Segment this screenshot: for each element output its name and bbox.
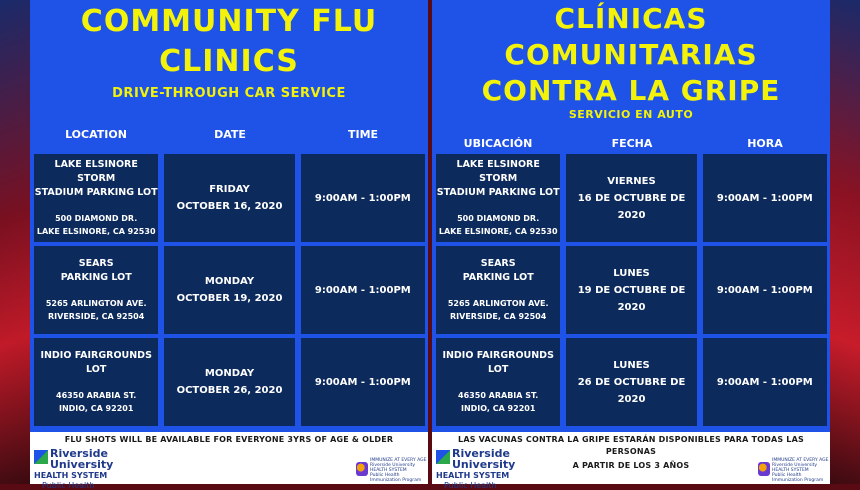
hands-icon: [758, 462, 770, 476]
location-name: STADIUM PARKING LOT: [34, 187, 158, 198]
date-weekday: LUNES: [613, 267, 650, 279]
logo-text: Immunization Program: [772, 478, 824, 483]
location-cell: [34, 246, 158, 334]
age-eligibility-note-line2: A PARTIR DE LOS 3 AÑOS: [572, 461, 690, 470]
date-value: 19 DE OCTUBRE DE 2020: [577, 284, 686, 313]
logo-text: Riverside: [452, 447, 510, 460]
location-name: SEARS: [78, 258, 114, 269]
location-city: LAKE ELSINORE, CA 92530: [36, 227, 156, 236]
background-right: [828, 0, 860, 484]
english-schedule-table: [30, 152, 428, 432]
time-value: 9:00AM - 1:00PM: [314, 284, 411, 296]
location-name: SEARS: [480, 258, 516, 269]
immunization-program-logo: [356, 458, 427, 484]
rush-logo-mark-icon: [34, 450, 48, 464]
english-subtitle: DRIVE-THROUGH CAR SERVICE: [112, 86, 346, 101]
column-header-ubicacion: UBICACIÓN: [463, 137, 533, 150]
rush-logo: [436, 447, 526, 490]
logo-text: HEALTH SYSTEM: [436, 471, 510, 480]
spanish-column-headers: [432, 126, 830, 154]
immunization-program-logo: [758, 458, 829, 484]
location-name: PARKING LOT: [60, 272, 132, 283]
spanish-title-line1: CLÍNICAS: [554, 2, 708, 35]
date-value: 16 DE OCTUBRE DE 2020: [577, 192, 686, 221]
date-weekday: FRIDAY: [209, 184, 250, 195]
date-weekday: LUNES: [613, 359, 650, 371]
location-cell: [34, 154, 158, 242]
location-address: 500 DIAMOND DR.: [457, 214, 540, 223]
location-cell: [436, 154, 560, 242]
time-value: 9:00AM - 1:00PM: [716, 192, 813, 204]
column-header-hora: HORA: [747, 137, 783, 150]
time-cell: [301, 246, 425, 334]
logo-text: University: [50, 458, 114, 471]
date-cell: [566, 154, 696, 242]
location-address: 500 DIAMOND DR.: [55, 214, 138, 223]
time-cell: [301, 154, 425, 242]
spanish-footer: [432, 432, 830, 490]
time-cell: [703, 154, 827, 242]
rush-logo-mark-icon: [436, 450, 450, 464]
logo-text: HEALTH SYSTEM: [772, 468, 809, 473]
table-row: [30, 338, 428, 426]
location-name: LAKE ELSINORE STORM: [456, 159, 540, 184]
location-name: INDIO FAIRGROUNDS LOT: [442, 350, 554, 375]
logo-text: IMMUNIZE AT EVERY AGE: [772, 458, 829, 463]
location-cell: [436, 246, 560, 334]
age-eligibility-note: FLU SHOTS WILL BE AVAILABLE FOR EVERYONE 3YRS OF AGE & OLDER: [64, 435, 394, 444]
column-header-date: DATE: [214, 128, 246, 141]
location-address: 5265 ARLINGTON AVE.: [447, 299, 549, 308]
time-value: 9:00AM - 1:00PM: [314, 376, 411, 388]
date-cell: [164, 246, 294, 334]
english-title-line2: CLINICS: [159, 44, 299, 79]
table-row: [432, 338, 830, 426]
logo-text: Immunization Program: [370, 478, 422, 483]
logo-text: Riverside University: [772, 463, 818, 468]
spanish-header: [432, 0, 830, 126]
date-weekday: MONDAY: [204, 368, 255, 379]
english-title-line1: COMMUNITY FLU: [80, 4, 378, 39]
location-name: LAKE ELSINORE STORM: [54, 159, 138, 184]
location-city: INDIO, CA 92201: [58, 404, 134, 413]
date-cell: [164, 338, 294, 426]
english-header: [30, 0, 428, 126]
logo-text: HEALTH SYSTEM: [34, 471, 108, 480]
column-header-time: TIME: [347, 128, 379, 141]
column-header-location: LOCATION: [65, 128, 127, 141]
logo-text: HEALTH SYSTEM: [370, 468, 407, 473]
time-cell: [703, 338, 827, 426]
spanish-schedule-table: [432, 154, 830, 434]
location-address: 46350 ARABIA ST.: [56, 391, 137, 400]
english-footer: [30, 432, 428, 490]
logo-text: Public Health: [444, 481, 497, 490]
table-row: [30, 154, 428, 242]
time-value: 9:00AM - 1:00PM: [716, 376, 813, 388]
spanish-flyer: [432, 0, 830, 490]
time-cell: [301, 338, 425, 426]
location-city: RIVERSIDE, CA 92504: [48, 312, 145, 321]
location-name: PARKING LOT: [462, 272, 534, 283]
logo-text: Public Health: [42, 481, 95, 490]
age-eligibility-note: LAS VACUNAS CONTRA LA GRIPE ESTARÁN DISPONIBLES PARA TODAS LAS PERSONAS: [458, 435, 804, 456]
location-cell: [34, 338, 158, 426]
table-row: [432, 154, 830, 242]
table-row: [432, 246, 830, 334]
date-weekday: VIERNES: [607, 175, 656, 187]
location-city: INDIO, CA 92201: [460, 404, 536, 413]
time-value: 9:00AM - 1:00PM: [314, 192, 411, 204]
spanish-subtitle: SERVICIO EN AUTO: [568, 108, 694, 121]
logo-text: Public Health: [772, 473, 802, 478]
date-cell: [164, 154, 294, 242]
english-column-headers: [30, 126, 428, 152]
logo-text: Riverside University: [370, 463, 416, 468]
english-flyer: [30, 0, 428, 490]
location-name: STADIUM PARKING LOT: [436, 187, 560, 198]
location-cell: [436, 338, 560, 426]
spanish-title-line3: CONTRA LA GRIPE: [481, 74, 781, 107]
logo-text: University: [452, 458, 516, 471]
date-value: OCTOBER 19, 2020: [176, 293, 283, 304]
location-name: INDIO FAIRGROUNDS LOT: [40, 350, 152, 375]
time-cell: [703, 246, 827, 334]
column-header-fecha: FECHA: [611, 137, 653, 150]
date-value: OCTOBER 16, 2020: [176, 201, 283, 212]
logo-text: IMMUNIZE AT EVERY AGE: [370, 458, 427, 463]
background-left: [0, 0, 30, 484]
location-city: RIVERSIDE, CA 92504: [450, 312, 547, 321]
logo-text: Riverside: [50, 447, 108, 460]
location-address: 5265 ARLINGTON AVE.: [45, 299, 147, 308]
hands-icon: [356, 462, 368, 476]
logo-text: Public Health: [370, 473, 400, 478]
spanish-title-line2: COMUNITARIAS: [504, 38, 758, 71]
table-row: [30, 246, 428, 334]
rush-logo: [34, 447, 124, 490]
date-cell: [566, 338, 696, 426]
location-address: 46350 ARABIA ST.: [458, 391, 539, 400]
date-value: OCTOBER 26, 2020: [176, 385, 283, 396]
date-cell: [566, 246, 696, 334]
location-city: LAKE ELSINORE, CA 92530: [438, 227, 558, 236]
date-weekday: MONDAY: [204, 276, 255, 287]
date-value: 26 DE OCTUBRE DE 2020: [577, 376, 686, 405]
time-value: 9:00AM - 1:00PM: [716, 284, 813, 296]
